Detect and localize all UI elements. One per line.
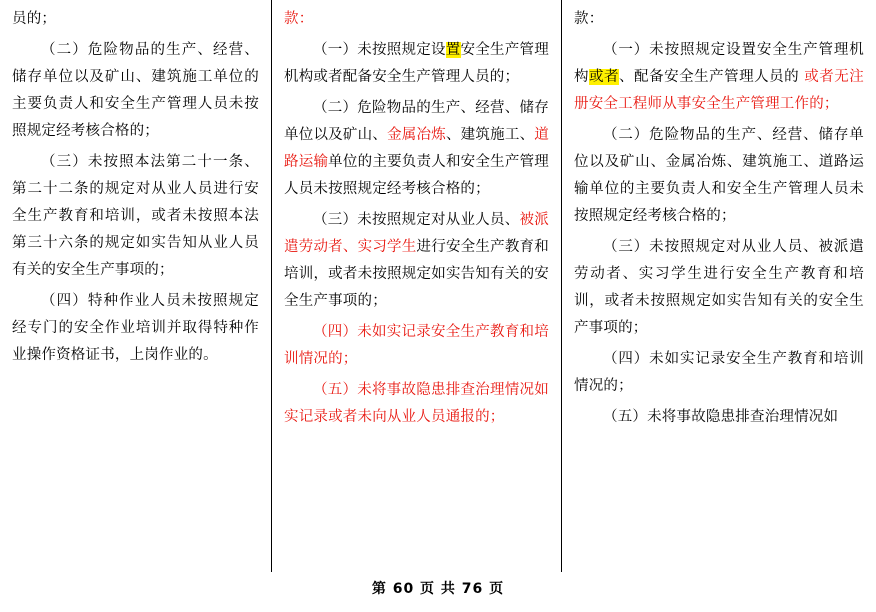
- table-column-left: [0, 0, 272, 572]
- paragraph: [12, 288, 259, 369]
- body-text: （一）未按照规定设: [313, 42, 446, 58]
- paragraph: [574, 404, 864, 431]
- revision-text: 款：: [284, 11, 314, 27]
- body-text: 进行安全生产教育和培训，或者未按照规定如实告知有关的安全生产事项的；: [284, 239, 549, 309]
- page-footer: 第 60 页 共 76 页: [371, 581, 505, 597]
- paragraph: [284, 6, 549, 33]
- body-text: （五）未将事故隐患排查治理情况如: [603, 409, 839, 425]
- body-text: （四）未如实记录安全生产教育和培训情况的；: [574, 351, 864, 394]
- revision-text: 道路运输: [284, 127, 549, 170]
- body-text: 款：: [574, 11, 604, 27]
- highlighted-text: 置: [445, 42, 461, 58]
- body-text: （三）未按照本法第二十一条、第二十二条的规定对从业人员进行安全生产教育和培训，或者未按照本法第三十六条的规定如实告知从业人员有关的安全生产事项的；: [12, 154, 259, 278]
- paragraph: [12, 6, 259, 33]
- table-column-middle: [272, 0, 562, 572]
- paragraph: [12, 37, 259, 145]
- paragraph: [574, 37, 864, 118]
- revision-text: 或者无注册安全工程师从事安全生产管理工作的；: [574, 69, 864, 112]
- paragraph: [284, 37, 549, 91]
- paragraph: [574, 122, 864, 230]
- paragraph: [12, 149, 259, 284]
- body-text: 员的；: [12, 11, 57, 27]
- revision-text: 被派遣劳动者、实习学生: [284, 212, 549, 255]
- revision-text: 金属冶炼: [387, 127, 446, 143]
- paragraph: [284, 319, 549, 373]
- body-text: （四）特种作业人员未按照规定经专门的安全作业培训并取得特种作业操作资格证书，上岗作业的。: [12, 293, 259, 363]
- body-text: （二）危险物品的生产、经营、储存单位以及矿山、金属冶炼、建筑施工、道路运输单位的主要负责人和安全生产管理人员未按照规定经考核合格的；: [574, 127, 864, 224]
- paragraph: [284, 207, 549, 315]
- revision-text: （四）未如实记录安全生产教育和培训情况的；: [284, 324, 549, 367]
- body-text: （二）危险物品的生产、经营、储存单位以及矿山、建筑施工单位的主要负责人和安全生产管理人员未按照规定经考核合格的；: [12, 42, 259, 139]
- body-text: 、配备安全生产管理人员的: [619, 69, 805, 85]
- revision-text: （五）未将事故隐患排查治理情况如实记录或者未向从业人员通报的；: [284, 382, 549, 425]
- body-text: （一）未按照规定设置安全生产管理机构: [574, 42, 864, 85]
- paragraph: [574, 346, 864, 400]
- body-text: （三）未按照规定对从业人员、被派遣劳动者、实习学生进行安全生产教育和培训，或者未按照规定如实告知有关的安全生产事项的；: [574, 239, 864, 336]
- paragraph: [574, 6, 864, 33]
- table-column-right: [562, 0, 876, 572]
- highlighted-text: 或者: [589, 69, 620, 85]
- body-text: （三）未按照规定对从业人员、: [313, 212, 520, 228]
- body-text: （二）危险物品的生产、经营、储存单位以及矿山、: [284, 100, 549, 143]
- body-text: 、建筑施工、: [445, 127, 535, 143]
- body-text: 安全生产管理机构或者配备安全生产管理人员的；: [284, 42, 550, 85]
- paragraph: [284, 377, 549, 431]
- paragraph: [574, 234, 864, 342]
- paragraph: [284, 95, 549, 203]
- body-text: 单位的主要负责人和安全生产管理人员未按照规定经考核合格的；: [284, 154, 549, 197]
